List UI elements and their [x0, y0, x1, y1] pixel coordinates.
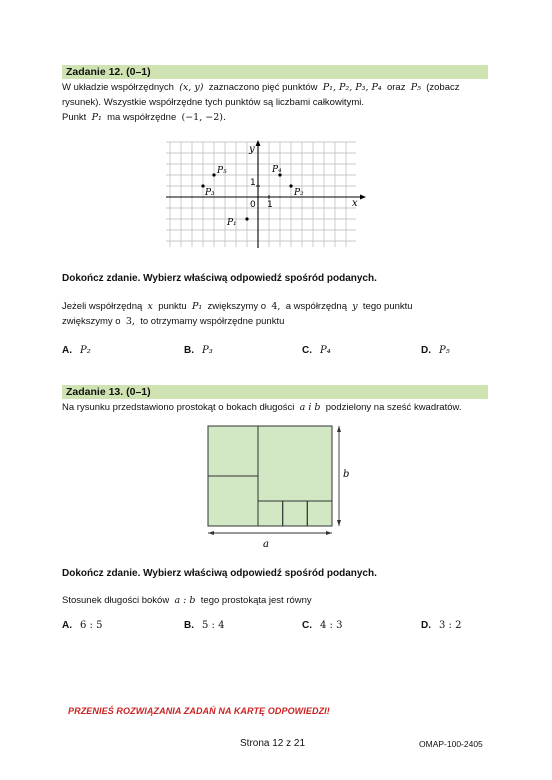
rectangle-figure — [198, 420, 358, 552]
option-value: 5 : 4 — [202, 620, 225, 631]
text: zwiększymy o — [62, 316, 121, 327]
task12-intro — [62, 80, 502, 125]
math-y: y — [352, 301, 358, 312]
task12-option-a[interactable] — [62, 345, 91, 356]
option-value: P₃ — [202, 345, 213, 356]
option-label: C. — [302, 620, 312, 631]
page-number: Strona 12 z 21 — [240, 738, 306, 749]
text: podzielony na sześć kwadratów. — [325, 402, 462, 413]
y-axis-label: y — [249, 144, 255, 155]
text: zwiększymy o — [207, 301, 267, 312]
task12-question-line2 — [62, 314, 502, 329]
task13-question — [62, 593, 502, 608]
option-value: 3 : 2 — [439, 620, 462, 631]
point-marker — [212, 173, 215, 176]
task12-option-b[interactable] — [184, 345, 213, 356]
task12-header: Zadanie 12. (0–1) — [66, 66, 151, 78]
text: Jeżeli współrzędną — [62, 301, 143, 312]
option-label: D. — [421, 620, 431, 631]
math-ratio: a : b — [174, 595, 196, 606]
text: W układzie współrzędnych — [62, 82, 174, 93]
x-axis-label: x — [352, 198, 358, 209]
text: zaznaczono pięć punktów — [208, 82, 318, 93]
text: punktu — [158, 301, 187, 312]
math-x: x — [147, 301, 153, 312]
task13-intro — [62, 400, 502, 415]
task12-intro-line1 — [62, 80, 502, 95]
y-axis-arrow — [256, 140, 261, 146]
x-tick-label: 1 — [267, 200, 273, 210]
option-label: A. — [62, 345, 72, 356]
task12-intro-line3 — [62, 110, 502, 125]
option-label: D. — [421, 345, 431, 356]
math-ab: a i b — [299, 402, 321, 413]
origin-label: 0 — [250, 200, 256, 210]
math-coords: (−1, −2). — [181, 112, 226, 123]
text: Stosunek długości boków — [62, 595, 170, 606]
text: tego prostokąta jest równy — [200, 595, 312, 606]
text: ma współrzędne — [107, 112, 177, 123]
exam-code: OMAP-100-2405 — [419, 739, 483, 749]
option-value: 4 : 3 — [320, 620, 343, 631]
text: a współrzędną — [285, 301, 347, 312]
option-label: A. — [62, 620, 72, 631]
text: Na rysunku przedstawiono prostokąt o bokach długości — [62, 402, 295, 413]
task13-option-b[interactable] — [184, 620, 224, 631]
math-points: P₁, P₂, P₃, P₄ — [322, 82, 382, 93]
text: Punkt — [62, 112, 87, 123]
text: tego punktu — [362, 301, 413, 312]
text: oraz — [386, 82, 406, 93]
coordinate-grid — [166, 140, 366, 250]
task13-option-c[interactable] — [302, 620, 342, 631]
task12-option-c[interactable] — [302, 345, 331, 356]
task13-option-a[interactable] — [62, 620, 102, 631]
option-value: P₂ — [80, 345, 91, 356]
task13-option-d[interactable] — [421, 620, 461, 631]
text: (zobacz — [426, 82, 460, 93]
dimension-b-label: b — [343, 469, 350, 480]
point-label: P₅ — [217, 166, 227, 176]
point-marker — [245, 217, 248, 220]
option-label: B. — [184, 620, 194, 631]
transfer-notice: PRZENIEŚ ROZWIĄZANIA ZADAŃ NA KARTĘ ODPOWIEDZI! — [68, 706, 330, 716]
task12-option-d[interactable] — [421, 345, 450, 356]
task13-instruction: Dokończ zdanie. Wybierz właściwą odpowiedź spośród podanych. — [62, 568, 377, 579]
option-value: P₄ — [320, 345, 331, 356]
point-label: P₄ — [272, 165, 282, 175]
task12-question-line1 — [62, 299, 502, 314]
math-p5: P₅ — [410, 82, 421, 93]
option-label: C. — [302, 345, 312, 356]
task13-header-band — [62, 385, 488, 399]
option-label: B. — [184, 345, 194, 356]
point-marker — [289, 184, 292, 187]
task12-instruction: Dokończ zdanie. Wybierz właściwą odpowiedź spośród podanych. — [62, 273, 377, 284]
x-axis-arrow — [360, 195, 366, 200]
task12-question — [62, 299, 502, 329]
point-label: P₃ — [205, 188, 215, 198]
text: to otrzymamy współrzędne punktu — [140, 316, 285, 327]
task12-intro-line2: rysunek). Wszystkie współrzędne tych punktów są liczbami całkowitymi. — [62, 97, 364, 108]
math-4: 4, — [271, 301, 281, 312]
option-value: P₅ — [439, 345, 450, 356]
dimension-a-label: a — [263, 539, 269, 550]
math-xy: (x, y) — [179, 82, 204, 93]
option-value: 6 : 5 — [80, 620, 103, 631]
math-3: 3, — [125, 316, 135, 327]
y-tick-label: 1 — [250, 178, 256, 188]
math-p1: P₁ — [192, 301, 203, 312]
point-label: P₁ — [227, 218, 237, 228]
task13-header: Zadanie 13. (0–1) — [66, 386, 151, 398]
math-p1: P₁ — [91, 112, 102, 123]
task12-header-band — [62, 65, 488, 79]
point-label: P₂ — [294, 188, 304, 198]
